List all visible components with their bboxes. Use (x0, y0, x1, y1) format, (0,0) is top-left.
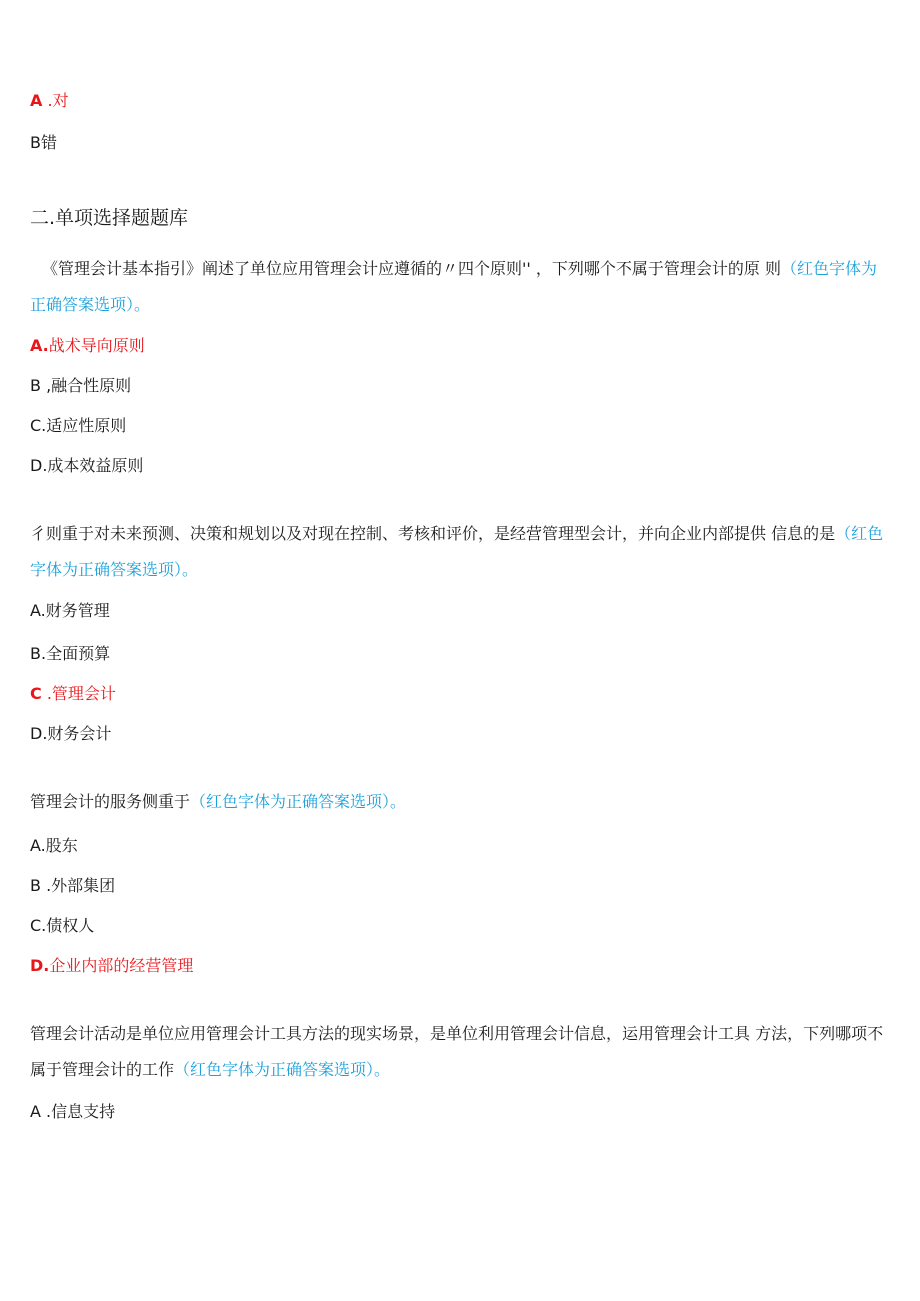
hint-text: （红色字体为正确答案选项）。 (190, 792, 407, 811)
q1-option-a-correct: A.战术导向原则 (30, 336, 145, 355)
q3-stem: 管理会计的服务侧重于（红色字体为正确答案选项）。 (30, 792, 407, 811)
q4-stem: 管理会计活动是单位应用管理会计工具方法的现实场景，是单位利用管理会计信息，运用管理会计工具 方法，下列哪项不属于管理会计的工作（红色字体为正确答案选项）。 (30, 1024, 884, 1079)
hint-text: （红色字体为正确答案选项）。 (30, 259, 877, 314)
q1-option-d: D.成本效益原则 (30, 456, 144, 475)
q0-option-a-correct: A .对 (30, 91, 69, 110)
section-title: 二.单项选择题题库 (30, 207, 189, 229)
q2-option-c-correct: C .管理会计 (30, 684, 116, 703)
q1-option-b: B ,融合性原则 (30, 376, 132, 395)
q1-option-c: C.适应性原则 (30, 416, 127, 435)
q3-option-d-correct: D.企业内部的经营管理 (30, 956, 194, 975)
q2-option-a: A.财务管理 (30, 601, 110, 620)
q3-option-c: C.债权人 (30, 916, 95, 935)
hint-text: （红色字体为正确答案选项）。 (30, 524, 884, 579)
hint-text: （红色字体为正确答案选项）。 (174, 1060, 391, 1079)
q0-option-b: B错 (30, 133, 57, 152)
q4-option-a: A .信息支持 (30, 1102, 116, 1121)
q1-stem: 《管理会计基本指引》阐述了单位应用管理会计应遵循的〃四个原则'' ，下列哪个不属于管理会计的原 则（红色字体为正确答案选项）。 (30, 259, 877, 314)
q3-option-a: A.股东 (30, 836, 78, 855)
q2-option-d: D.财务会计 (30, 724, 112, 743)
q2-stem: 彳则重于对未来预测、决策和规划以及对现在控制、考核和评价，是经营管理型会计，并向企业内部提供 信息的是（红色字体为正确答案选项）。 (30, 524, 884, 579)
q3-option-b: B .外部集团 (30, 876, 116, 895)
q2-option-b: B.全面预算 (30, 644, 111, 663)
